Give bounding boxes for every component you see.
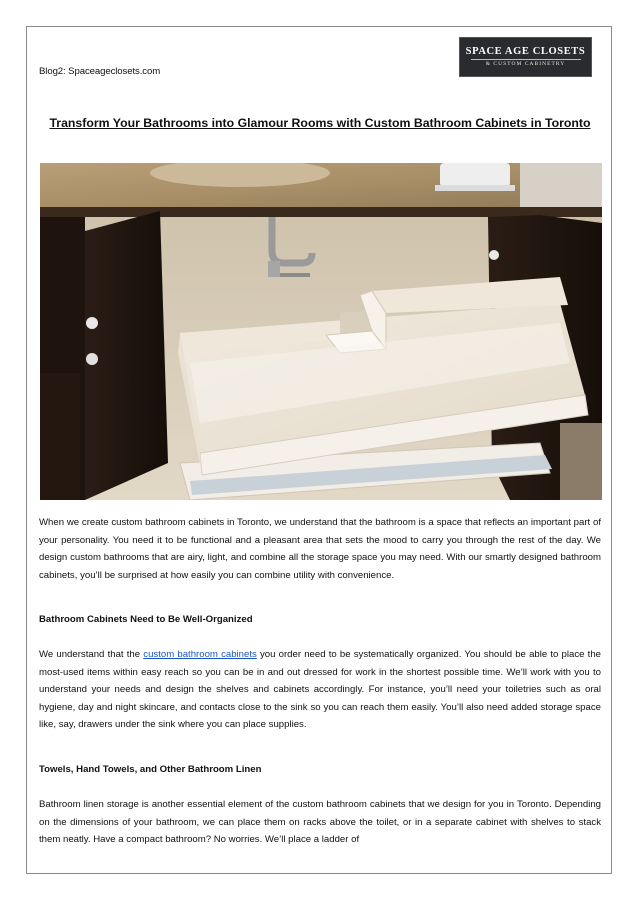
article-title: Transform Your Bathrooms into Glamour Rooms with Custom Bathroom Cabinets in Toronto	[49, 116, 591, 130]
paragraph-organized-rest: you order need to be systematically organized. You should be able to place the most-used items within easy reach so you can be in and out dressed for work in the shortest possible time. We’ll work with you to understand your needs and design the shelves and cabinets accordingly. For instance, you’ll need your toiletries such as oral hygiene, day and night skincare, and contacts close to the sink so you can reach them easily. You’ll also need added storage space like, say, drawers under the sink where you can place supplies.	[39, 649, 601, 730]
section-heading-organized: Bathroom Cabinets Need to Be Well-Organized	[39, 614, 253, 625]
section-heading-linen: Towels, Hand Towels, and Other Bathroom Linen	[39, 764, 262, 775]
document-page	[26, 26, 612, 874]
paragraph-linen-text: Bathroom linen storage is another essential element of the custom bathroom cabinets that we design for you in Toronto. Depending on the dimensions of your bathroom, we can place them on racks above the toilet, or in a separate cabinet with shelves to stack them neatly. Have a compact bathroom? No worries. We’ll place a ladder of	[39, 799, 601, 845]
logo-divider	[471, 59, 581, 60]
paragraph-organized-lead: We understand that the	[39, 649, 144, 660]
paragraph-linen	[39, 796, 601, 849]
paragraph-organized	[39, 646, 601, 734]
custom-bathroom-cabinets-link[interactable]: custom bathroom cabinets	[143, 649, 257, 660]
logo-main-text: SPACE AGE CLOSETS	[465, 46, 586, 57]
paragraph-intro-text: When we create custom bathroom cabinets in Toronto, we understand that the bathroom is a space that reflects an important part of your personality. You need it to be functional and a pleasant area that sets the mood to carry you through the rest of the day. We design custom bathrooms that are airy, light, and combine all the storage space you may need. With our smartly designed bathroom cabinets, you’ll be surprised at how easily you can combine utility with convenience.	[39, 517, 601, 581]
paragraph-intro	[39, 514, 601, 584]
space-age-closets-logo	[459, 37, 592, 77]
logo-sub-text: & CUSTOM CABINETRY	[485, 61, 566, 67]
blog-source-label: Blog2: Spaceageclosets.com	[39, 66, 161, 77]
paragraph-organized-text	[39, 646, 601, 734]
bathroom-cabinet-photo	[40, 163, 602, 500]
